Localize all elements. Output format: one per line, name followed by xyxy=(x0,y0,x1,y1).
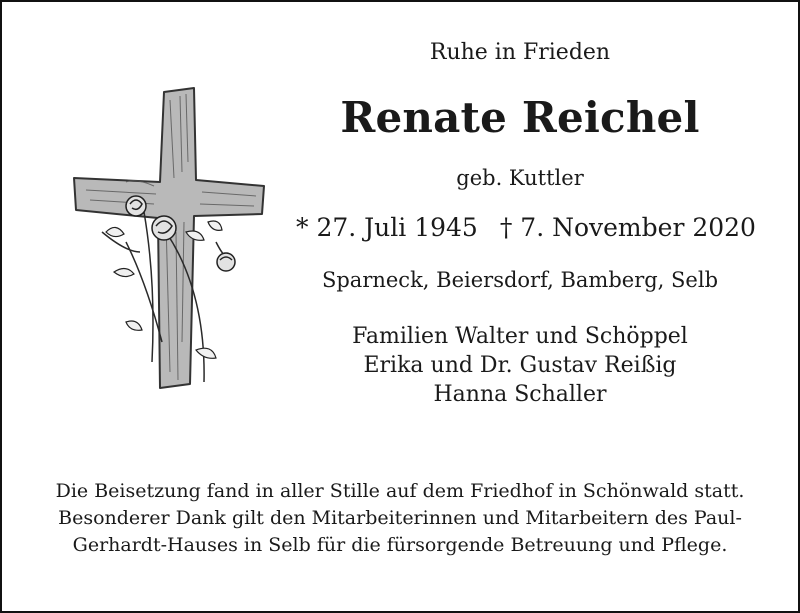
death-date: † 7. November 2020 xyxy=(499,213,756,242)
cross-with-roses-icon xyxy=(66,82,266,402)
funeral-note xyxy=(20,478,780,559)
places: Sparneck, Beiersdorf, Bamberg, Selb xyxy=(321,268,719,292)
mourner-line: Erika und Dr. Gustav Reißig xyxy=(363,353,677,378)
mourners-list xyxy=(296,322,744,409)
funeral-note-line: Gerhardt-Hauses in Selb für die fürsorgende Betreuung und Pflege. xyxy=(72,534,728,556)
deceased-name: Renate Reichel xyxy=(340,93,700,142)
mourner-line: Hanna Schaller xyxy=(433,382,607,407)
birth-date: * 27. Juli 1945 xyxy=(296,213,478,242)
funeral-note-line: Die Beisetzung fand in aller Stille auf dem Friedhof in Schönwald statt. xyxy=(55,480,745,502)
greeting: Ruhe in Frieden xyxy=(429,40,611,65)
mourner-line: Familien Walter und Schöppel xyxy=(352,324,688,349)
maiden-name: geb. Kuttler xyxy=(456,166,584,190)
funeral-note-line: Besonderer Dank gilt den Mitarbeiterinnen und Mitarbeitern des Paul- xyxy=(58,507,742,529)
notice-header xyxy=(296,38,756,409)
life-dates xyxy=(296,212,756,244)
